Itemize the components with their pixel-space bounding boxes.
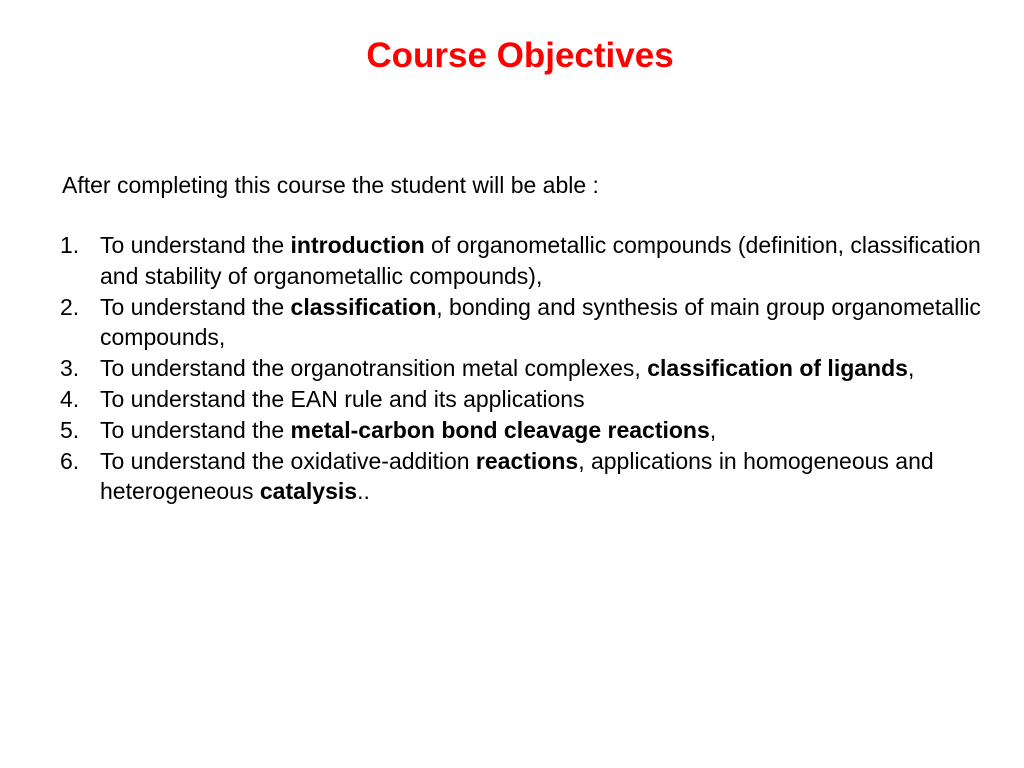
objective-segment: To understand the — [100, 232, 291, 258]
objective-emphasis: classification of ligands — [647, 355, 908, 382]
objective-emphasis: metal-carbon bond cleavage reactions — [290, 416, 710, 443]
objective-segment: , applications in homogeneous and heterogeneous — [100, 447, 934, 505]
objective-segment: .. — [357, 478, 370, 505]
objective-segment: of organometallic compounds (definition, classification and stability of organometallic compounds), — [100, 232, 981, 289]
objective-number: 3. — [60, 355, 80, 382]
objective-number: 6. — [60, 447, 80, 474]
objective-segment: To understand the — [100, 293, 291, 320]
objective-number: 2. — [60, 293, 80, 320]
objective-item — [60, 446, 1000, 508]
objective-number: 1. — [60, 232, 80, 258]
objective-text — [100, 353, 1000, 384]
objective-item — [60, 292, 1000, 354]
objective-text — [100, 230, 1000, 292]
objective-item — [60, 353, 1000, 384]
objective-segment: , — [709, 416, 717, 443]
objective-text — [100, 446, 1000, 508]
objective-text — [100, 384, 1000, 415]
objective-emphasis: introduction — [290, 232, 425, 258]
objective-segment: , bonding and synthesis of main group organometallic compounds, — [100, 293, 981, 351]
objective-segment: To understand the organotransition metal complexes, — [100, 355, 648, 382]
objective-number: 5. — [60, 416, 80, 443]
objective-segment: To understand the EAN rule and its applications — [100, 385, 585, 412]
objective-emphasis: reactions — [475, 447, 579, 474]
objective-text — [100, 292, 1000, 354]
objective-number: 4. — [60, 385, 80, 412]
intro-text: After completing this course the student will be able : — [62, 172, 599, 198]
objective-item — [60, 230, 1000, 292]
objective-text — [100, 415, 1000, 446]
objective-emphasis: catalysis — [259, 478, 358, 505]
objective-segment: , — [907, 355, 915, 382]
objective-item — [60, 384, 1000, 415]
objective-segment: To understand the oxidative-addition — [100, 447, 476, 474]
slide-title: Course Objectives — [366, 36, 674, 75]
objective-emphasis: classification — [290, 293, 437, 320]
objectives-list — [60, 230, 1000, 507]
objective-segment: To understand the — [100, 416, 291, 443]
objective-item — [60, 415, 1000, 446]
